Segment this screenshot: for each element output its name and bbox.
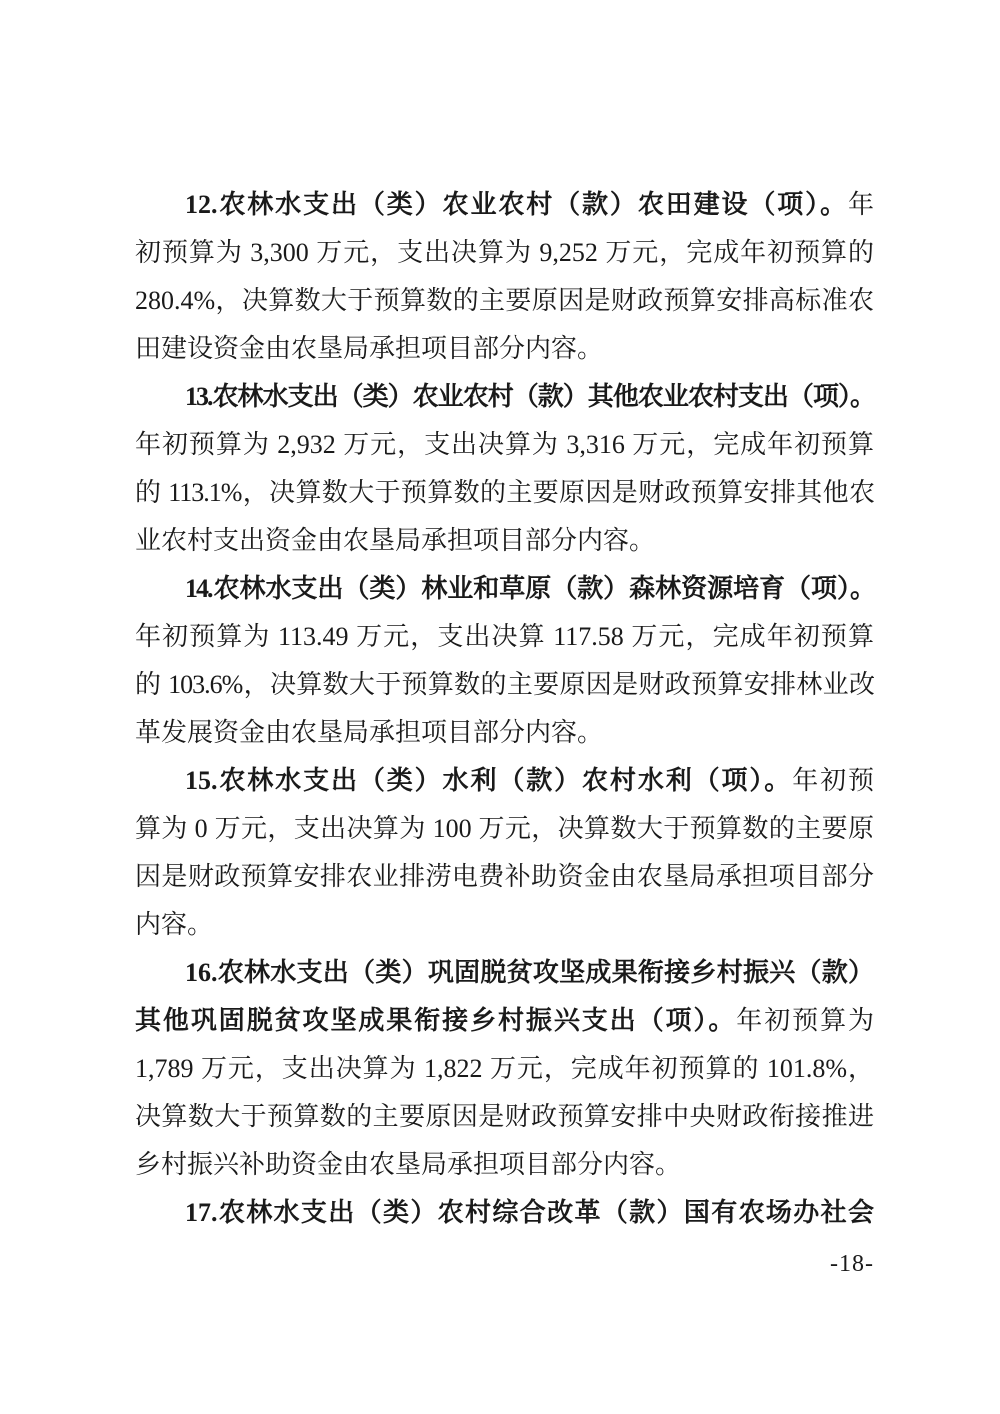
item-14-body: 年初预算为 113.49 万元，支出决算 117.58 万元，完成年初预算	[135, 622, 874, 651]
item-12-body: 280.4%，决算数大于预算数的主要原因是财政预算安排高标准农	[135, 286, 874, 315]
paragraph-16	[135, 949, 874, 1189]
item-15-body: 年初预	[792, 766, 874, 795]
item-16-heading: 其他巩固脱贫攻坚成果衔接乡村振兴支出（项）。	[135, 1006, 737, 1035]
item-14-body: 革发展资金由农垦局承担项目部分内容。	[135, 718, 604, 747]
item-13-body: 业农村支出资金由农垦局承担项目部分内容。	[135, 526, 656, 555]
item-16-body: 决算数大于预算数的主要原因是财政预算安排中央财政衔接推进	[135, 1102, 874, 1131]
item-14-body: 的 103.6%，决算数大于预算数的主要原因是财政预算安排林业改	[135, 670, 874, 699]
paragraph-17	[135, 1189, 874, 1237]
paragraph-13-line-2	[135, 421, 874, 469]
item-14-heading: 14.农林水支出（类）林业和草原（款）森林资源培育（项）。	[185, 574, 874, 603]
item-15-body: 内容。	[135, 910, 214, 939]
paragraph-16-line-2	[135, 997, 874, 1045]
item-16-body: 乡村振兴补助资金由农垦局承担项目部分内容。	[135, 1150, 682, 1179]
document-text-block	[135, 181, 874, 1237]
paragraph-12-line-3	[135, 277, 874, 325]
paragraph-12	[135, 181, 874, 373]
paragraph-17-line-1	[135, 1189, 874, 1237]
item-12-body: 初预算为 3,300 万元，支出决算为 9,252 万元，完成年初预算的	[135, 238, 874, 267]
item-15-heading: 15.农林水支出（类）水利（款）农村水利（项）。	[185, 766, 793, 795]
item-15-body: 算为 0 万元，支出决算为 100 万元，决算数大于预算数的主要原	[135, 814, 874, 843]
paragraph-12-line-1	[135, 181, 874, 229]
paragraph-16-line-3	[135, 1045, 874, 1093]
item-17-heading: 17.农林水支出（类）农村综合改革（款）国有农场办社会	[185, 1198, 874, 1227]
item-15-body: 因是财政预算安排农业排涝电费补助资金由农垦局承担项目部分	[135, 862, 874, 891]
paragraph-16-line-4	[135, 1093, 874, 1141]
paragraph-13	[135, 373, 874, 565]
item-12-heading: 12.农林水支出（类）农业农村（款）农田建设（项）。	[185, 190, 848, 219]
item-12-body: 田建设资金由农垦局承担项目部分内容。	[135, 334, 604, 363]
item-16-heading: 16.农林水支出（类）巩固脱贫攻坚成果衔接乡村振兴（款）	[185, 958, 874, 987]
paragraph-16-line-5	[135, 1141, 874, 1189]
item-13-body: 年初预算为 2,932 万元，支出决算为 3,316 万元，完成年初预算	[135, 430, 874, 459]
paragraph-14-line-2	[135, 613, 874, 661]
paragraph-13-line-3	[135, 469, 874, 517]
paragraph-12-line-4	[135, 325, 874, 373]
paragraph-14	[135, 565, 874, 757]
paragraph-15-line-2	[135, 805, 874, 853]
paragraph-15-line-1	[135, 757, 874, 805]
paragraph-13-line-4	[135, 517, 874, 565]
paragraph-15-line-4	[135, 901, 874, 949]
paragraph-14-line-4	[135, 709, 874, 757]
item-13-body: 的 113.1%，决算数大于预算数的主要原因是财政预算安排其他农	[135, 478, 874, 507]
item-16-body: 1,789 万元，支出决算为 1,822 万元，完成年初预算的 101.8%，	[135, 1054, 874, 1083]
paragraph-15	[135, 757, 874, 949]
item-12-body: 年	[847, 190, 874, 219]
paragraph-12-line-2	[135, 229, 874, 277]
paragraph-14-line-1	[135, 565, 874, 613]
paragraph-15-line-3	[135, 853, 874, 901]
page-number: -18-	[830, 1251, 874, 1277]
paragraph-13-line-1	[135, 373, 874, 421]
item-16-body: 年初预算为	[736, 1006, 874, 1035]
paragraph-14-line-3	[135, 661, 874, 709]
item-13-heading: 13.农林水支出（类）农业农村（款）其他农业农村支出（项）。	[185, 382, 874, 411]
paragraph-16-line-1	[135, 949, 874, 997]
